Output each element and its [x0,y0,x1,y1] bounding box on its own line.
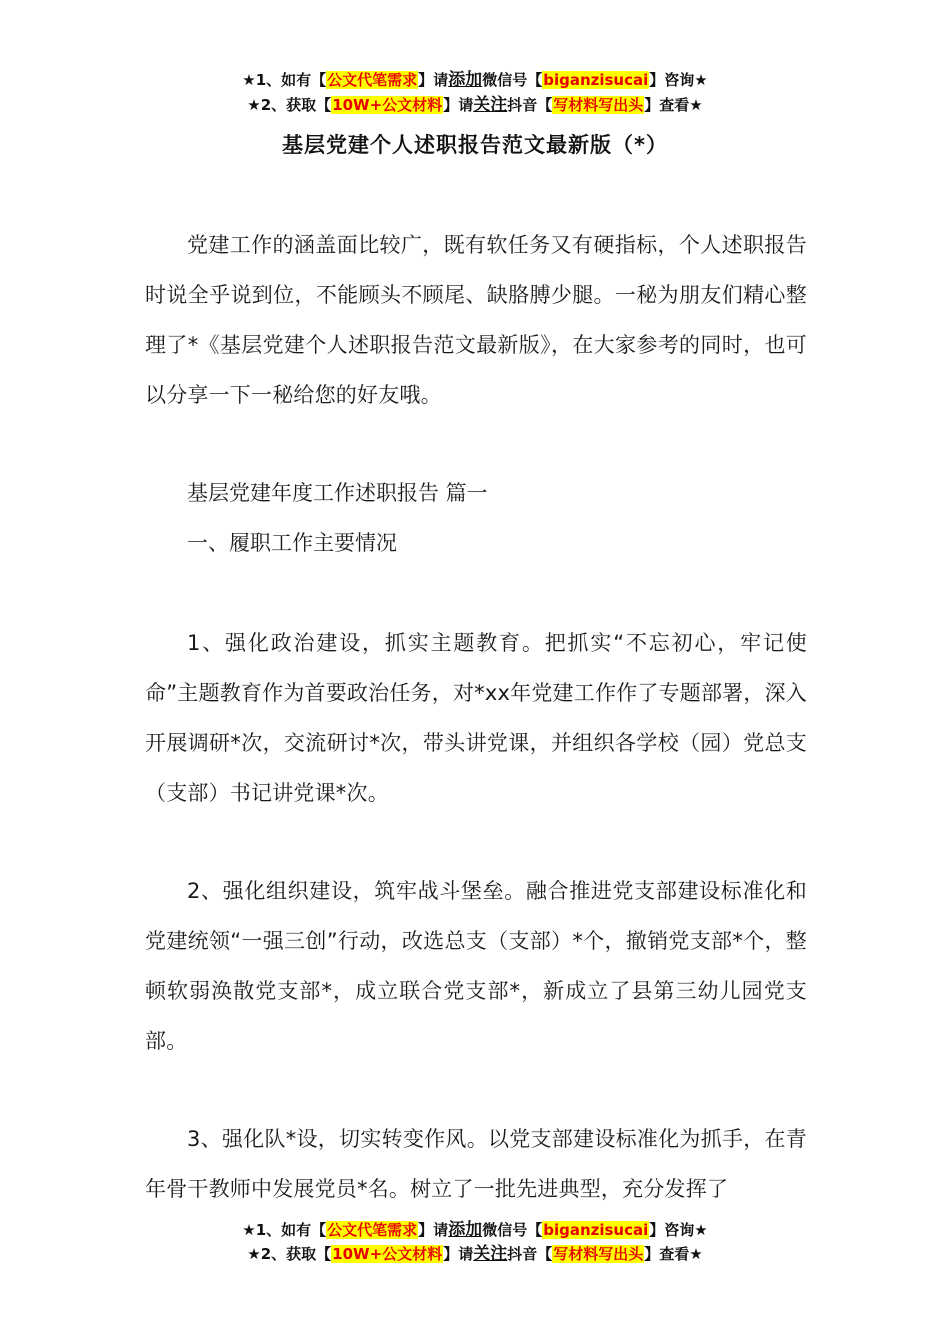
banner-text: 抖音【 [507,96,553,114]
banner-highlight-wechat-id: biganzisucai [543,1221,649,1239]
banner-highlight-ghostwriting: 公文代笔需求 [327,1221,418,1239]
top-banner-line-2 [0,95,950,115]
bottom-banner-line-1 [0,1220,950,1240]
banner-highlight-ghostwriting: 公文代笔需求 [327,71,418,89]
banner-underlined-add: 添加 [448,1220,483,1240]
item-paragraph-1: 1、强化政治建设，抓实主题教育。把抓实“不忘初心，牢记使命”主题教育作为首要政治任务，对*xx年党建工作作了专题部署，深入开展调研*次，交流研讨*次，带头讲党课，并组织各学校（园）党总支（支部）书记讲党课*次。 [145,631,807,805]
banner-underlined-follow: 关注 [473,1244,508,1264]
banner-text: 抖音【 [507,1245,553,1263]
banner-text: ★1、如有【 [242,71,327,89]
banner-highlight-materials: 10W+公文材料 [332,1245,443,1263]
banner-text: 微信号【 [482,71,543,89]
banner-text: 】请 [443,1245,474,1263]
banner-text: ★2、获取【 [247,96,332,114]
banner-text: 微信号【 [482,1221,543,1239]
banner-underlined-add: 添加 [448,70,483,90]
item-paragraph-3: 3、强化队*设，切实转变作风。以党支部建设标准化为抓手，在青年骨干教师中发展党员*名。树立了一批先进典型，充分发挥了 [145,1127,807,1201]
banner-text: 】咨询★ [649,1221,708,1239]
banner-text: 】查看★ [644,96,703,114]
banner-text: ★2、获取【 [247,1245,332,1263]
banner-text: 】请 [418,71,449,89]
document-title: 基层党建个人述职报告范文最新版（*） [282,133,668,157]
banner-text: 】请 [418,1221,449,1239]
banner-highlight-douyin: 写材料写出头 [553,96,644,114]
section-title: 基层党建年度工作述职报告 篇一 [187,481,488,505]
banner-text: 】请 [443,96,474,114]
subsection-title: 一、履职工作主要情况 [187,531,397,555]
top-banner-line-1 [0,70,950,90]
banner-highlight-materials: 10W+公文材料 [332,96,443,114]
banner-text: 】咨询★ [649,71,708,89]
banner-highlight-douyin: 写材料写出头 [553,1245,644,1263]
banner-text: 】查看★ [644,1245,703,1263]
banner-underlined-follow: 关注 [473,95,508,115]
banner-highlight-wechat-id: biganzisucai [543,71,649,89]
intro-paragraph: 党建工作的涵盖面比较广，既有软任务又有硬指标，个人述职报告时说全乎说到位，不能顾头不顾尾、缺胳膊少腿。一秘为朋友们精心整理了*《基层党建个人述职报告范文最新版》，在大家参考的同时，也可以分享一下一秘给您的好友哦。 [145,233,807,407]
bottom-banner-line-2 [0,1244,950,1264]
banner-text: ★1、如有【 [242,1221,327,1239]
item-paragraph-2: 2、强化组织建设，筑牢战斗堡垒。融合推进党支部建设标准化和党建统领“一强三创”行动，改选总支（支部）*个，撤销党支部*个，整顿软弱涣散党支部*，成立联合党支部*，新成立了县第三幼儿园党支部。 [145,879,807,1053]
